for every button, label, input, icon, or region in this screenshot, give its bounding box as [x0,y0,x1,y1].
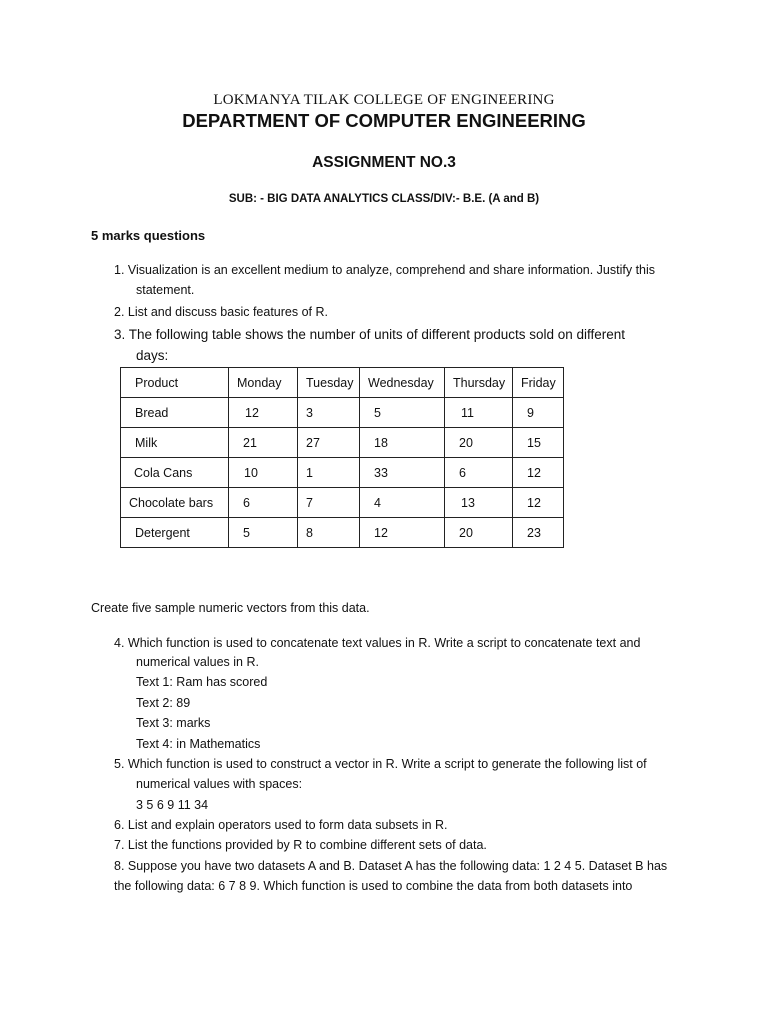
table-cell: Cola Cans [121,458,229,488]
table-row [121,488,564,518]
table-cell: Milk [121,428,229,458]
table-cell: 23 [513,518,564,548]
table-cell: 12 [360,518,445,548]
question-8-line-1: 8. Suppose you have two datasets A and B. Dataset A has the following data: 1 2 4 5. Dataset B has [114,859,668,873]
table-row [121,518,564,548]
table-header-cell: Tuesday [298,368,360,398]
table-cell: 12 [229,398,298,428]
question-3-line-2: days: [136,348,169,363]
table-header-cell: Monday [229,368,298,398]
table-cell: Chocolate bars [121,488,229,518]
table-header-cell: Friday [513,368,564,398]
table-row [121,398,564,428]
question-4-line-2: numerical values in R. [136,655,259,669]
table-cell: 12 [513,458,564,488]
table-cell: 20 [445,518,513,548]
question-4-text-4: Text 4: in Mathematics [136,737,261,751]
table-header-cell: Product [121,368,229,398]
question-4-text-1: Text 1: Ram has scored [136,675,268,689]
table-cell: 4 [360,488,445,518]
table-cell: 3 [298,398,360,428]
table-cell: 18 [360,428,445,458]
department-title: DEPARTMENT OF COMPUTER ENGINEERING [182,110,586,131]
table-header-cell: Thursday [445,368,513,398]
table-cell: 5 [229,518,298,548]
table-instruction: Create five sample numeric vectors from this data. [91,601,370,615]
table-cell: Bread [121,398,229,428]
subject-line: SUB: - BIG DATA ANALYTICS CLASS/DIV:- B.E. (A and B) [228,193,540,205]
table-cell: 27 [298,428,360,458]
question-6: 6. List and explain operators used to form data subsets in R. [114,818,448,832]
section-title: 5 marks questions [91,228,206,243]
question-4-text-2: Text 2: 89 [136,696,191,710]
table-cell: 10 [229,458,298,488]
table-header-row [121,368,564,398]
table-cell: 11 [445,398,513,428]
table-cell: 20 [445,428,513,458]
question-1-line-2: statement. [136,283,195,297]
question-5-line-2: numerical values with spaces: [136,777,303,791]
table-cell: 6 [229,488,298,518]
table-cell: 21 [229,428,298,458]
question-4-line-1: 4. Which function is used to concatenate text values in R. Write a script to concatenate text and [114,636,641,650]
table-cell: 9 [513,398,564,428]
table-cell: 7 [298,488,360,518]
question-4-text-3: Text 3: marks [136,716,211,730]
question-5-line-1: 5. Which function is used to construct a vector in R. Write a script to generate the following list of [114,757,647,771]
table-cell: 33 [360,458,445,488]
sales-table [120,367,564,548]
table-cell: 8 [298,518,360,548]
question-1-line-1: 1. Visualization is an excellent medium to analyze, comprehend and share information. Justify this [114,263,656,277]
question-8-line-2: the following data: 6 7 8 9. Which function is used to combine the data from both datasets into [114,879,633,893]
table-cell: Detergent [121,518,229,548]
question-5-line-3: 3 5 6 9 11 34 [136,798,209,812]
table-row [121,428,564,458]
question-7: 7. List the functions provided by R to combine different sets of data. [114,838,487,852]
question-2: 2. List and discuss basic features of R. [114,305,328,319]
table-header-cell: Wednesday [360,368,445,398]
table-cell: 15 [513,428,564,458]
table-row [121,458,564,488]
college-name: LOKMANYA TILAK COLLEGE OF ENGINEERING [213,92,555,108]
table-cell: 12 [513,488,564,518]
table-cell: 13 [445,488,513,518]
table-cell: 5 [360,398,445,428]
table-cell: 1 [298,458,360,488]
assignment-title: ASSIGNMENT NO.3 [312,154,456,171]
question-3-line-1: 3. The following table shows the number of units of different products sold on different [114,327,626,342]
table-cell: 6 [445,458,513,488]
